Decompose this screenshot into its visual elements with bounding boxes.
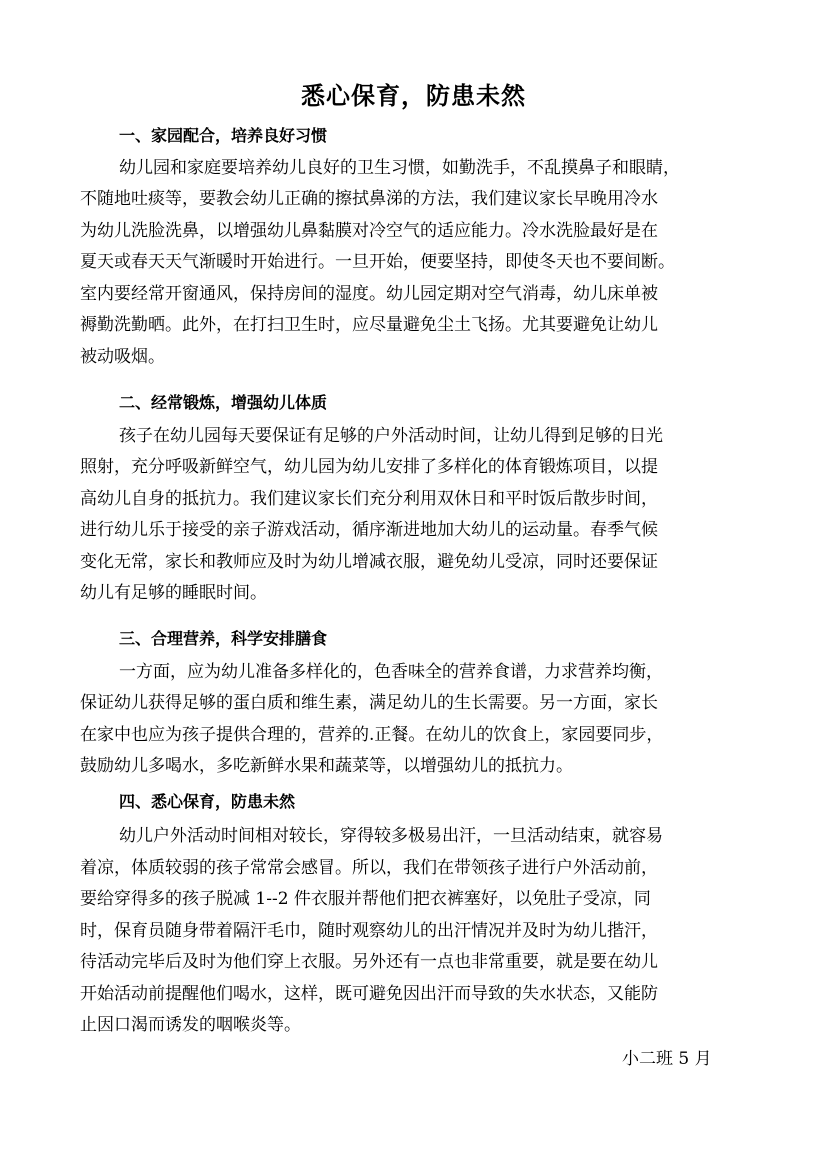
paragraph-line: 被动吸烟。 (80, 347, 165, 367)
section-heading: 一、家园配合，培养良好习惯 (119, 126, 328, 145)
paragraph-line: 变化无常，家长和教师应及时为幼儿增减衣服，避免幼儿受凉，同时还要保证 (80, 552, 658, 572)
section-heading: 四、悉心保育，防患未然 (119, 792, 296, 811)
paragraph-line: 时，保育员随身带着隔汗毛巾，随时观察幼儿的出汗情况并及时为幼儿揩汗， (80, 921, 658, 941)
paragraph-line: 照射，充分呼吸新鲜空气，幼儿园为幼儿安排了多样化的体育锻炼项目，以提 (80, 457, 658, 477)
paragraph-line: 不随地吐痰等，要教会幼儿正确的擦拭鼻涕的方法，我们建议家长早晚用冷水 (80, 189, 658, 209)
paragraph-line: 褥勤洗勤晒。此外，在打扫卫生时，应尽量避免尘土飞扬。尤其要避免让幼儿 (80, 315, 658, 335)
paragraph-line: 保证幼儿获得足够的蛋白质和维生素，满足幼儿的生长需要。另一方面，家长 (80, 693, 658, 713)
paragraph-line: 夏天或春天天气渐暖时开始进行。一旦开始，便要坚持，即使冬天也不要间断。 (80, 252, 675, 272)
section-heading: 三、合理营养，科学安排膳食 (119, 629, 328, 648)
paragraph-line: 幼儿有足够的睡眠时间。 (80, 583, 267, 603)
paragraph-line: 室内要经常开窗通风，保持房间的湿度。幼儿园定期对空气消毒，幼儿床单被 (80, 284, 658, 304)
paragraph-line: 待活动完毕后及时为他们穿上衣服。另外还有一点也非常重要，就是要在幼儿 (80, 952, 658, 972)
paragraph-line: 鼓励幼儿多喝水，多吃新鲜水果和蔬菜等，以增强幼儿的抵抗力。 (80, 756, 573, 776)
section-heading: 二、经常锻炼，增强幼儿体质 (119, 393, 328, 412)
paragraph-line: 要给穿得多的孩子脱减 1--2 件衣服并帮他们把衣裤塞好，以免肚子受凉，同 (80, 889, 651, 909)
paragraph-line: 止因口渴而诱发的咽喉炎等。 (80, 1015, 301, 1035)
paragraph-line: 幼儿园和家庭要培养幼儿良好的卫生习惯，如勤洗手，不乱摸鼻子和眼睛， (119, 158, 680, 178)
paragraph-line: 开始活动前提醒他们喝水，这样，既可避免因出汗而导致的失水状态，又能防 (80, 984, 658, 1004)
paragraph-line: 高幼儿自身的抵抗力。我们建议家长们充分利用双休日和平时饭后散步时间， (80, 489, 658, 509)
paragraph-line: 幼儿户外活动时间相对较长，穿得较多极易出汗，一旦活动结束，就容易 (119, 826, 663, 846)
signature: 小二班 5 月 (622, 1049, 712, 1069)
paragraph-line: 进行幼儿乐于接受的亲子游戏活动，循序渐进地加大幼儿的运动量。春季气候 (80, 520, 658, 540)
paragraph-line: 孩子在幼儿园每天要保证有足够的户外活动时间，让幼儿得到足够的日光 (119, 426, 663, 446)
paragraph-line: 一方面，应为幼儿准备多样化的，色香味全的营养食谱，力求营养均衡， (119, 662, 663, 682)
paragraph-line: 在家中也应为孩子提供合理的，营养的.正餐。在幼儿的饮食上，家园要同步， (80, 725, 664, 745)
paragraph-line: 着凉，体质较弱的孩子常常会感冒。所以，我们在带领孩子进行户外活动前， (80, 858, 658, 878)
paragraph-line: 为幼儿洗脸洗鼻，以增强幼儿鼻黏膜对冷空气的适应能力。冷水洗脸最好是在 (80, 221, 658, 241)
document-title: 悉心保育，防患未然 (301, 81, 526, 110)
